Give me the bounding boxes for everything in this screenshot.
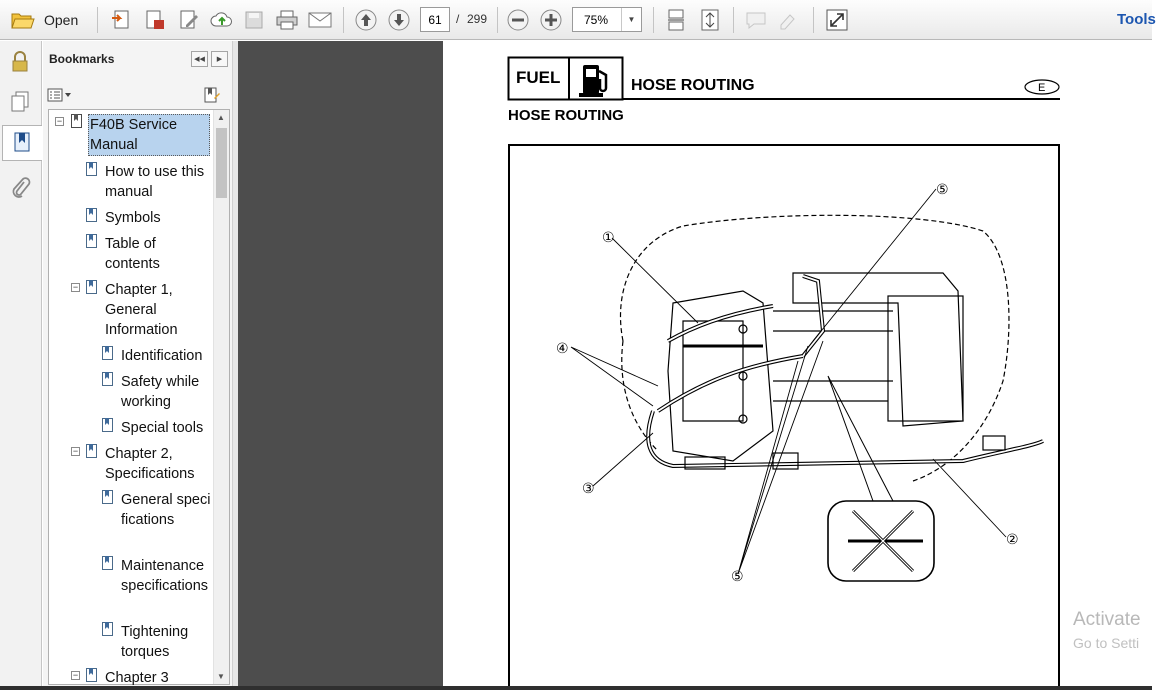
upload-cloud-icon[interactable] — [209, 8, 235, 32]
bookmarks-panel-title: Bookmarks — [49, 52, 115, 66]
page-total: 299 — [467, 12, 488, 26]
zoom-value: 75% — [584, 13, 609, 27]
bookmark-item[interactable]: Special tools — [121, 420, 204, 436]
bookmark-item[interactable]: How to use this manual — [105, 164, 205, 200]
callout-2: ② — [1006, 532, 1019, 548]
bookmark-item[interactable]: F40B Service Manual — [88, 114, 210, 156]
options-menu-icon[interactable] — [47, 87, 73, 103]
bookmark-icon — [102, 418, 113, 432]
next-page-icon[interactable] — [387, 8, 411, 32]
windows-activation-watermark-sub: Go to Setti — [1073, 635, 1140, 651]
bookmark-item[interactable]: Chapter 3 — [105, 670, 169, 686]
callout-5-top: ⑤ — [936, 182, 949, 198]
bookmark-icon — [102, 372, 113, 386]
bookmark-icon — [102, 490, 113, 504]
document-viewer[interactable] — [238, 41, 1152, 690]
print-icon[interactable] — [273, 8, 301, 32]
main-toolbar — [0, 0, 1156, 40]
bookmark-icon — [102, 622, 113, 636]
collapse-toggle[interactable]: − — [72, 446, 79, 456]
figure-frame — [509, 145, 1059, 690]
highlight-icon[interactable] — [777, 8, 801, 32]
section-tab-label: FUEL — [516, 68, 561, 87]
tools-menu[interactable]: Tools — [1117, 11, 1156, 28]
page-header-title: HOSE ROUTING — [631, 77, 755, 94]
page-thumbnails-icon[interactable] — [5, 87, 35, 117]
collapse-toggle[interactable]: − — [56, 116, 63, 126]
chevron-down-icon[interactable]: ▼ — [621, 8, 641, 31]
bookmark-item[interactable]: Table of contents — [105, 236, 160, 272]
bookmark-icon — [86, 444, 97, 458]
bookmark-item[interactable]: Safety while working — [121, 374, 200, 410]
bookmark-icon — [86, 162, 97, 176]
page-number-input[interactable] — [420, 7, 450, 32]
bookmark-item[interactable]: General specifications — [121, 492, 211, 528]
bookmark-icon — [102, 556, 113, 570]
edit-pdf-icon[interactable] — [176, 8, 202, 32]
callout-1: ① — [602, 230, 615, 246]
expand-panel-button[interactable]: ▶ — [211, 51, 228, 67]
bottom-edge — [0, 686, 1152, 690]
email-icon[interactable] — [306, 8, 334, 32]
bookmark-icon — [71, 114, 82, 128]
page-separator: / — [456, 12, 460, 26]
page-subtitle: HOSE ROUTING — [508, 107, 624, 124]
bookmark-tree[interactable] — [48, 109, 230, 685]
export-pdf-icon[interactable] — [142, 8, 168, 32]
scroll-down-icon[interactable]: ▼ — [217, 672, 225, 681]
callout-5-bottom: ⑤ — [731, 569, 744, 585]
fullscreen-icon[interactable] — [824, 8, 850, 32]
attachments-icon[interactable] — [5, 173, 35, 203]
open-folder-icon[interactable] — [8, 8, 38, 32]
bookmark-icon — [86, 668, 97, 682]
pdf-page — [443, 41, 1152, 690]
zoom-select[interactable] — [572, 7, 642, 32]
windows-activation-watermark: Activate — [1073, 609, 1141, 630]
bookmarks-panel — [43, 41, 232, 690]
bookmark-item[interactable]: Symbols — [105, 210, 161, 226]
bookmark-icon — [86, 280, 97, 294]
new-bookmark-icon[interactable] — [203, 86, 221, 104]
bookmark-icon — [102, 346, 113, 360]
collapse-panel-button[interactable]: ◀◀ — [191, 51, 208, 67]
bookmark-item[interactable]: Maintenance specifications — [121, 558, 209, 594]
previous-page-icon[interactable] — [354, 8, 378, 32]
zoom-out-icon[interactable] — [506, 8, 530, 32]
bookmark-scrollbar[interactable] — [213, 110, 229, 684]
bookmark-item[interactable]: Identification — [121, 348, 203, 364]
fit-page-icon[interactable] — [698, 8, 722, 32]
bookmark-item[interactable]: Chapter 1, General Information — [105, 282, 178, 338]
bookmark-item[interactable]: Tightening torques — [121, 624, 189, 660]
scroll-mode-icon[interactable] — [664, 8, 688, 32]
bookmarks-panel-icon[interactable] — [2, 125, 42, 161]
scroll-thumb[interactable] — [216, 128, 227, 198]
bookmark-icon — [86, 234, 97, 248]
comment-icon[interactable] — [744, 8, 768, 32]
lock-icon[interactable] — [5, 47, 35, 77]
save-icon[interactable] — [241, 8, 267, 32]
collapse-toggle[interactable]: − — [72, 282, 79, 292]
bookmark-icon — [86, 208, 97, 222]
open-button-label[interactable]: Open — [44, 12, 79, 28]
callout-3: ③ — [582, 481, 595, 497]
navigation-rail — [0, 41, 42, 690]
scroll-up-icon[interactable]: ▲ — [217, 113, 225, 122]
bookmark-item[interactable]: Chapter 2, Specifications — [105, 446, 195, 482]
collapse-toggle[interactable]: − — [72, 670, 79, 680]
zoom-in-icon[interactable] — [539, 8, 563, 32]
callout-4: ④ — [556, 341, 569, 357]
language-badge-label: E — [1038, 82, 1046, 94]
create-pdf-icon[interactable] — [108, 8, 134, 32]
